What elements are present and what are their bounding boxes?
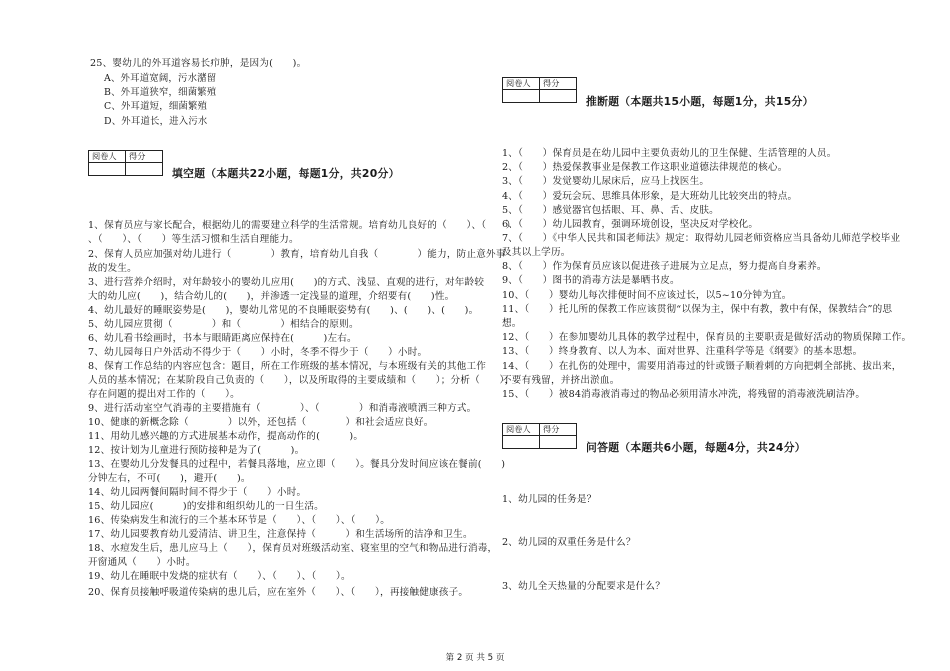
score-box-fill	[88, 150, 163, 176]
question-25-option-c: C、外耳道短，细菌繁殖	[104, 101, 208, 112]
judge-line: 不要有残留，并挤出淤血。	[502, 375, 620, 386]
grader-cell[interactable]	[503, 436, 540, 449]
judge-line: 14、（ ）在扎伤的处理中，需要用消毒过的针或镊子顺着刺的方向把刺全部挑、拔出来，	[502, 361, 902, 372]
fill-line: 存在问题的提出对工作的（ ）。	[88, 389, 240, 400]
fill-line: 9、进行活动室空气消毒的主要措施有（ ）、（ ）和消毒液喷洒三种方式。	[88, 403, 477, 414]
fill-line: 11、用幼儿感兴趣的方式进展基本动作，提高动作的( )。	[88, 431, 364, 442]
score-cell[interactable]	[126, 163, 163, 176]
grader-cell[interactable]	[89, 163, 126, 176]
fill-line: 大的幼儿应( )，结合幼儿的( )，并渗透一定浅显的道理，介绍要有( )性。	[88, 291, 455, 302]
fill-line: 15、幼儿园应( )的安排和组织幼儿的一日生活。	[88, 501, 324, 512]
grader-cell[interactable]	[503, 90, 540, 103]
judge-line: 想。	[502, 318, 522, 329]
grader-label: 阅卷人	[503, 424, 540, 436]
score-label: 得分	[540, 424, 577, 436]
fill-line: 分钟左右，不可( )，避开( )。	[88, 473, 251, 484]
question-25-stem: 25、婴幼儿的外耳道容易长疖肿，是因为( )。	[90, 58, 307, 69]
fill-line: 17、幼儿园要教育幼儿爱清洁、讲卫生，注意保持（ ）和生活场所的洁净和卫生。	[88, 529, 473, 540]
fill-line: 8、保育工作总结的内容应包含：题目，所在工作班级的基本情况，与本班级有关的其他工作	[88, 361, 487, 372]
fill-line: 6、幼儿看书绘画时，书本与眼睛距离应保持在( )左右。	[88, 333, 357, 344]
fill-line: 3、进行营养介绍时，对年龄较小的婴幼儿应用( )的方式、浅显、直观的进行，对年龄较	[88, 277, 485, 288]
judge-line: 5、（ ）感觉器官包括眼、耳、鼻、舌、皮肤。	[502, 205, 719, 216]
judge-line: 10、（ ）婴幼儿每次排便时间不应该过长，以5~10分钟为宜。	[502, 290, 792, 301]
fill-line: 16、传染病发生和流行的三个基本环节是（ ）、（ ）、（ ）。	[88, 515, 391, 526]
fill-line: 18、水痘发生后，患儿应马上（ ），保育员对班级活动室、寝室里的空气和物品进行消毒，	[88, 543, 498, 554]
question-25-option-a: A、外耳道宽阔，污水潴留	[104, 73, 217, 84]
fill-line: 14、幼儿园两餐间隔时间不得少于（ ）小时。	[88, 487, 307, 498]
fill-line: 7、幼儿园每日户外活动不得少于（ ）小时，冬季不得少于（ ）小时。	[88, 347, 428, 358]
fill-line: 19、幼儿在睡眠中发烧的症状有（ ）、（ ）、（ ）。	[88, 571, 351, 582]
grader-label: 阅卷人	[503, 78, 540, 90]
judge-line: 11、（ ）托儿所的保教工作应该贯彻“以保为主，保中有教，教中有保，保教结合”的思	[502, 304, 893, 315]
score-cell[interactable]	[540, 90, 577, 103]
fill-line: 1、保育员应与家长配合，根据幼儿的需要建立科学的生活常规。培育幼儿良好的（ ）、（ ）	[88, 220, 516, 231]
judge-line: 8、（ ）作为保育员应该以促进孩子进展为立足点，努力提高自身素养。	[502, 261, 827, 272]
judge-line: 7、（ ）《中华人民共和国老师法》规定：取得幼儿园老师资格应当具备幼儿师范学校毕业	[502, 233, 901, 244]
fill-line: 开窗通风（ ）小时。	[88, 557, 196, 568]
qa-section-title: 问答题（本题共6小题，每题4分，共24分）	[586, 441, 806, 454]
fill-line: 、（ ）、（ ）等生活习惯和生活自理能力。	[88, 234, 299, 245]
judge-line: 13、（ ）终身教育、以人为本、面对世界、注重科学等是《纲要》的基本思想。	[502, 346, 863, 357]
judge-line: 15、（ ）被84消毒液消毒过的物品必须用清水冲洗，将残留的消毒液洗刷洁净。	[502, 389, 866, 400]
fill-line: 20、保育员接触呼吸道传染病的患儿后，应在室外（ ）、（ ），再接触健康孩子。	[88, 587, 469, 598]
fill-line: 故的发生。	[88, 263, 137, 274]
judge-line: 6、（ ）幼儿园教育，强调环境创设，坚决反对学校化。	[502, 219, 759, 230]
judge-line: 3、（ ）发觉婴幼儿尿床后，应马上找医生。	[502, 176, 710, 187]
fill-line: 13、在婴幼儿分发餐具的过程中，若餐具落地，应立即（ ）。餐具分发时间应该在餐前( )	[88, 459, 506, 470]
judge-line: 及其以上学历。	[502, 247, 571, 258]
qa-question-3: 3、幼儿全天热量的分配要求是什么？	[502, 581, 666, 592]
score-box-qa	[502, 423, 577, 449]
fill-line: 5、幼儿园应贯彻（ ）和（ ）相结合的原则。	[88, 319, 359, 330]
question-25-option-b: B、外耳道狭窄，细菌繁殖	[104, 87, 217, 98]
fill-line: 4、幼儿最好的睡眠姿势是( )，婴幼儿常见的不良睡眠姿势有( )、( )、( )。	[88, 305, 479, 316]
fill-line: 2、保育人员应加强对幼儿进行（ ）教育，培育幼儿自我（ ）能力，防止意外事	[88, 249, 506, 260]
grader-label: 阅卷人	[89, 151, 126, 163]
judge-line: 2、（ ）热爱保教事业是保教工作这职业道德法律规范的核心。	[502, 162, 788, 173]
judge-line: 9、（ ）图书的消毒方法是暴晒书皮。	[502, 275, 680, 286]
qa-question-1: 1、幼儿园的任务是？	[502, 494, 597, 505]
qa-question-2: 2、幼儿园的双重任务是什么？	[502, 537, 636, 548]
score-box-judge	[502, 77, 577, 103]
page-number-footer: 第 2 页 共 5 页	[445, 653, 505, 663]
judge-line: 4、（ ）爱玩会玩、思维具体形象，是大班幼儿比较突出的特点。	[502, 191, 798, 202]
fill-line: 10、健康的新概念除（ ）以外，还包括（ ）和社会适应良好。	[88, 417, 434, 428]
score-cell[interactable]	[540, 436, 577, 449]
judge-line: 12、（ ）在参加婴幼儿具体的教学过程中，保育员的主要职责是做好活动的物质保障工作。	[502, 332, 912, 343]
score-label: 得分	[540, 78, 577, 90]
judge-line: 1、（ ）保育员是在幼儿园中主要负责幼儿的卫生保健、生活管理的人员。	[502, 148, 837, 159]
fill-blank-section-title: 填空题（本题共22小题，每题1分，共20分）	[172, 167, 400, 180]
fill-line: 人员的基本情况；在某阶段自己负责的（ ），以及所取得的主要成绩和（ ）；分析（ ），	[88, 375, 515, 386]
fill-line: 12、按计划为儿童进行预防接种是为了( )。	[88, 445, 305, 456]
score-label: 得分	[126, 151, 163, 163]
judge-section-title: 推断题（本题共15小题，每题1分，共15分）	[586, 95, 814, 108]
question-25-option-d: D、外耳道长，进入污水	[104, 116, 208, 127]
